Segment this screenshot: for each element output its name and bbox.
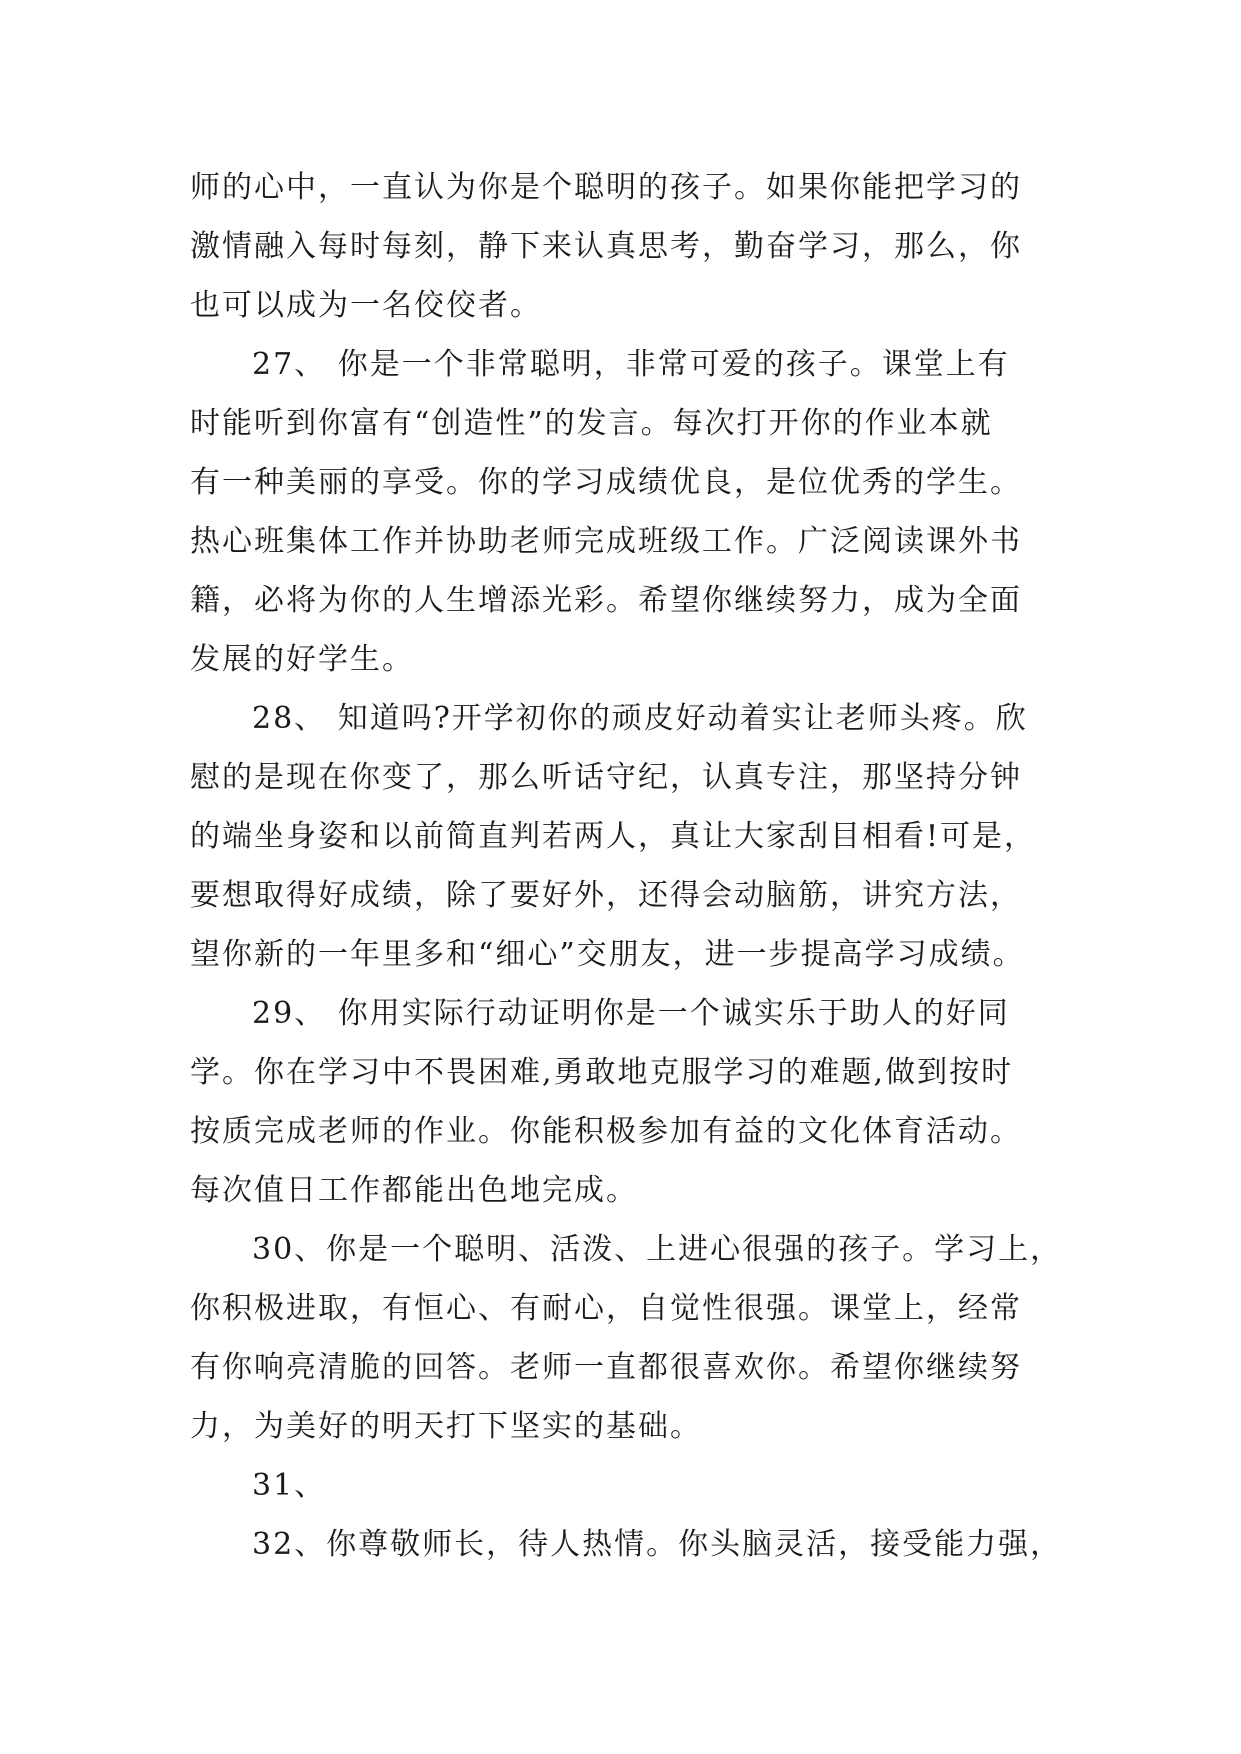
text-line: 慰的是现在你变了，那么听话守纪，认真专注，那坚持分钟 — [190, 760, 1022, 795]
text-line: 31、 — [252, 1468, 327, 1503]
text-line: 师的心中，一直认为你是个聪明的孩子。如果你能把学习的 — [190, 170, 1022, 205]
text-line: 力，为美好的明天打下坚实的基础。 — [190, 1409, 702, 1444]
text-line: 按质完成老师的作业。你能积极参加有益的文化体育活动。 — [190, 1114, 1022, 1149]
text-line: 有你响亮清脆的回答。老师一直都很喜欢你。希望你继续努 — [190, 1350, 1022, 1385]
text-line: 热心班集体工作并协助老师完成班级工作。广泛阅读课外书 — [190, 524, 1022, 559]
text-line: 也可以成为一名佼佼者。 — [190, 288, 542, 323]
text-line: 时能听到你富有“创造性”的发言。每次打开你的作业本就 — [190, 406, 993, 441]
text-line: 32、你尊敬师长，待人热情。你头脑灵活，接受能力强， — [252, 1527, 1063, 1562]
text-line: 你积极进取，有恒心、有耐心，自觉性很强。课堂上，经常 — [190, 1291, 1022, 1326]
text-line: 每次值日工作都能出色地完成。 — [190, 1173, 638, 1208]
text-line: 望你新的一年里多和“细心”交朋友，进一步提高学习成绩。 — [190, 937, 1025, 972]
text-line: 27、 你是一个非常聪明，非常可爱的孩子。课堂上有 — [252, 347, 1010, 382]
text-line: 要想取得好成绩，除了要好外，还得会动脑筋，讲究方法， — [190, 878, 1022, 913]
text-line: 29、 你用实际行动证明你是一个诚实乐于助人的好同 — [252, 996, 1010, 1031]
text-line: 学。你在学习中不畏困难,勇敢地克服学习的难题,做到按时 — [190, 1055, 1014, 1090]
text-line: 籍，必将为你的人生增添光彩。希望你继续努力，成为全面 — [190, 583, 1022, 618]
text-line: 有一种美丽的享受。你的学习成绩优良，是位优秀的学生。 — [190, 465, 1022, 500]
document-body — [190, 158, 1063, 1574]
text-line: 发展的好学生。 — [190, 642, 414, 677]
text-line: 30、你是一个聪明、活泼、上进心很强的孩子。学习上， — [252, 1232, 1063, 1267]
text-line: 28、 知道吗?开学初你的顽皮好动着实让老师头疼。欣 — [252, 701, 1028, 736]
text-line: 的端坐身姿和以前简直判若两人，真让大家刮目相看!可是， — [190, 819, 1037, 854]
text-line: 激情融入每时每刻，静下来认真思考，勤奋学习，那么，你 — [190, 229, 1022, 264]
